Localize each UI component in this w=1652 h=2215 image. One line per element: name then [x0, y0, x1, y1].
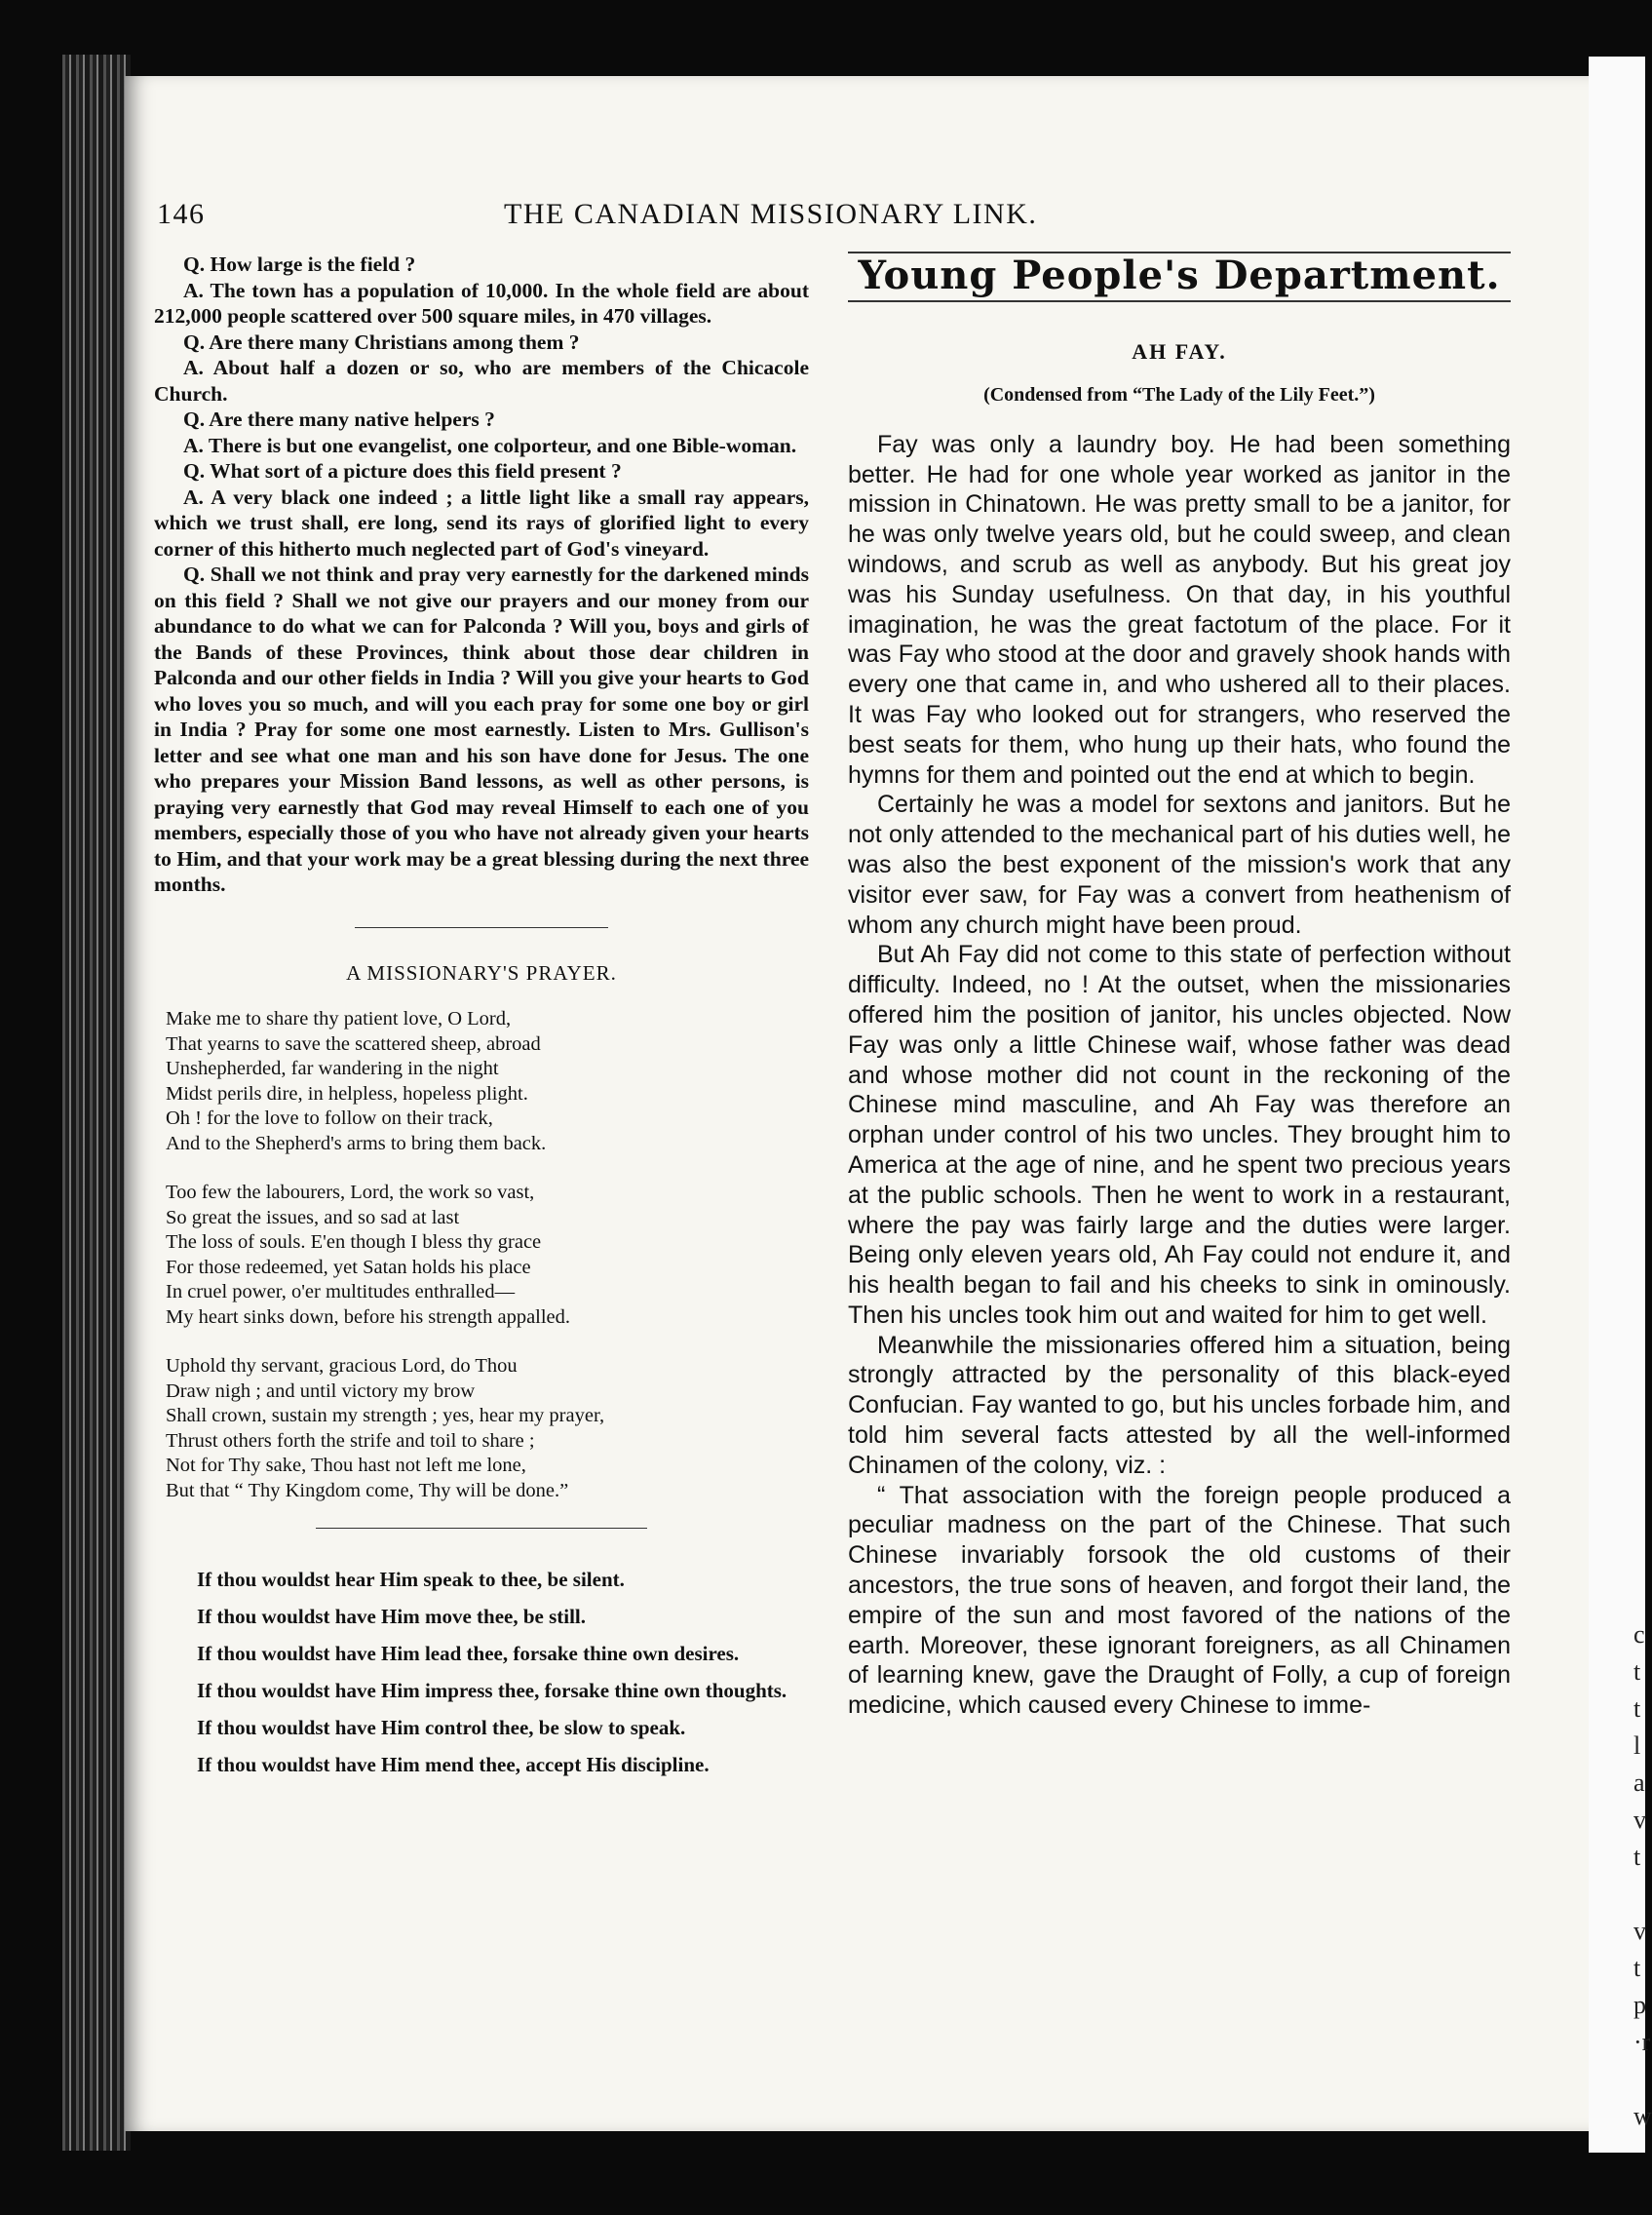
facing-page-fragments: c t t l a v t v t p ·r w	[1633, 1620, 1652, 2130]
qa-line: Q. Are there many native helpers ?	[183, 408, 495, 431]
poem-line: Too few the labourers, Lord, the work so vast,	[166, 1182, 535, 1204]
facing-page-edge	[1589, 57, 1652, 2153]
poem-line: But that “ Thy Kingdom come, Thy will be done.”	[166, 1479, 569, 1501]
story-paragraph: “ That association with the foreign people produced a peculiar madness on the part of the Chinese. That such Chinese invariably forsook the old customs of their ancestors, the true sons of heaven, and forgot their land, the empire of the sun and most favored of the nations of the earth. Moreover, these ignorant foreigners, as all Chinamen of learning knew, gave the Draught of Folly, a cup of foreign medicine, which caused every Chinese to imme-	[848, 1481, 1511, 1720]
section-divider	[316, 1528, 647, 1529]
poem-stanza	[166, 1007, 809, 1156]
prayer-title: A MISSIONARY'S PRAYER.	[346, 960, 617, 985]
poem-line: Uphold thy servant, gracious Lord, do Thou	[166, 1355, 518, 1378]
poem-stanza	[166, 1354, 809, 1503]
qa-line: Q. How large is the field ?	[183, 253, 416, 276]
story-title: AH FAY.	[1132, 338, 1227, 364]
poem-line: In cruel power, o'er multitudes enthralled—	[166, 1281, 516, 1303]
qa-line: A. The town has a population of 10,000. In the whole field are about 212,000 people scattered over 500 square miles, in 470 villages.	[154, 278, 809, 328]
story-paragraph: But Ah Fay did not come to this state of perfection without difficulty. Indeed, no ! At the outset, when the missionaries offered him the position of janitor, his uncles objected. Now Fay was only a little Chinese waif, whose father was dead and whose mother did not count in the reckoning of the Chinese mind masculine, and Ah Fay was therefore an orphan under control of his two uncles. They brought him to America at the age of nine, and he spent two precious years at the public schools. Then he went to work in a restaurant, where the pay was fairly large and the duties were larger. Being only eleven years old, Ah Fay could not endure it, and his health began to fail and his cheeks to sink in ominously. Then his uncles took him out and waited for him to get well.	[848, 941, 1511, 1329]
qa-line: A. A very black one indeed ; a little light like a small ray appears, which we trust shall, ere long, send its rays of glorified light to every corner of this hitherto much neglected part of God's vineyard.	[154, 485, 809, 561]
poem-line: That yearns to save the scattered sheep, abroad	[166, 1032, 541, 1055]
story-source: (Condensed from “The Lady of the Lily Feet.”)	[983, 384, 1375, 407]
story-paragraph: Certainly he was a model for sextons and janitors. But he not only attended to the mechanical part of his duties well, he was also the best exponent of the mission's work that any visitor ever saw, for Fay was a convert from heathenism of whom any church might have been proud.	[848, 791, 1511, 939]
saying: If thou wouldst have Him control thee, be slow to speak.	[197, 1716, 686, 1740]
poem-line: Thrust others forth the strife and toil to share ;	[166, 1429, 535, 1452]
sayings-list	[154, 1568, 809, 1777]
poem-line: Oh ! for the love to follow on their track,	[166, 1108, 493, 1130]
saying: If thou wouldst have Him impress thee, forsake thine own thoughts.	[197, 1679, 788, 1703]
poem-line: Draw nigh ; and until victory my brow	[166, 1380, 476, 1402]
poem-line: Shall crown, sustain my strength ; yes, hear my prayer,	[166, 1405, 605, 1427]
poem-line: So great the issues, and so sad at last	[166, 1206, 460, 1228]
page-number: 146	[157, 198, 206, 230]
book-binding-edge	[62, 55, 131, 2151]
saying: If thou wouldst have Him lead thee, forsake thine own desires.	[197, 1642, 740, 1666]
left-column	[154, 252, 809, 1790]
story-paragraph: Meanwhile the missionaries offered him a situation, being strongly attracted by the personality of this black-eyed Confucian. Fay wanted to go, but his uncles forbade him, and told him several facts attested by all the well-informed Chinamen of the colony, viz. :	[848, 1331, 1511, 1479]
department-title: Young People's Department.	[858, 253, 1501, 298]
right-column	[848, 252, 1511, 1721]
qa-line: Q. Shall we not think and pray very earnestly for the darkened minds on this field ? Shall we not give our prayers and our money from our abundance to do what we can for Palconda ? Will you, boys and girls of the Bands of these Provinces, think about those dear children in Palconda and our other fields in India ? Will you give your hearts to God who loves you so much, and will you each pray for some one boy or girl in India ? Pray for some one most earnestly. Listen to Mrs. Gullison's letter and see what one man and his son have done for Jesus. The one who prepares your Mission Band lessons, as well as other persons, is praying very earnestly that God may reveal Himself to each one of you members, especially those of you who have not already given your hearts to Him, and that your work may be a great blessing during the next three months.	[154, 563, 809, 896]
poem-line: Not for Thy sake, Thou hast not left me lone,	[166, 1455, 526, 1477]
qa-line: A. About half a dozen or so, who are members of the Chicacole Church.	[154, 356, 809, 406]
section-divider	[355, 927, 608, 928]
story-paragraph: Fay was only a laundry boy. He had been something better. He had for one whole year worked as janitor in the mission in Chinatown. He was pretty small to be a janitor, for he was only twelve years old, but he could sweep, and clean windows, and scrub as well as anybody. But his great joy was his Sunday usefulness. On that day, in his youthful imagination, he was the great factotum of the place. For it was Fay who stood at the door and gravely shook hands with every one that came in, and who ushered all to their places. It was Fay who looked out for strangers, who reserved the best seats for them, who hung up their hats, who found the hymns for them and pointed out the end at which to begin.	[848, 430, 1511, 789]
qa-line: Q. What sort of a picture does this field present ?	[183, 459, 622, 483]
running-header	[157, 198, 1521, 237]
poem-stanza	[166, 1181, 809, 1330]
poem-line: Midst perils dire, in helpless, hopeless plight.	[166, 1082, 528, 1105]
poem-line: My heart sinks down, before his strength appalled.	[166, 1305, 571, 1328]
department-rule-bottom	[848, 300, 1511, 302]
qa-section	[154, 252, 809, 898]
story-body	[848, 430, 1511, 1721]
saying: If thou wouldst hear Him speak to thee, be silent.	[197, 1568, 625, 1592]
qa-line: Q. Are there many Christians among them ?	[183, 330, 580, 354]
journal-title: THE CANADIAN MISSIONARY LINK.	[504, 198, 1038, 230]
saying: If thou wouldst have Him move thee, be still.	[197, 1605, 586, 1629]
poem-line: And to the Shepherd's arms to bring them back.	[166, 1132, 547, 1154]
poem-line: For those redeemed, yet Satan holds his place	[166, 1256, 531, 1278]
saying: If thou wouldst have Him mend thee, accept His discipline.	[197, 1753, 710, 1777]
poem-line: The loss of souls. E'en though I bless thy grace	[166, 1231, 542, 1254]
poem-line: Make me to share thy patient love, O Lord,	[166, 1008, 512, 1030]
poem-line: Unshepherded, far wandering in the night	[166, 1058, 499, 1080]
qa-line: A. There is but one evangelist, one colporteur, and one Bible-woman.	[183, 433, 797, 457]
prayer-poem	[166, 1007, 809, 1503]
